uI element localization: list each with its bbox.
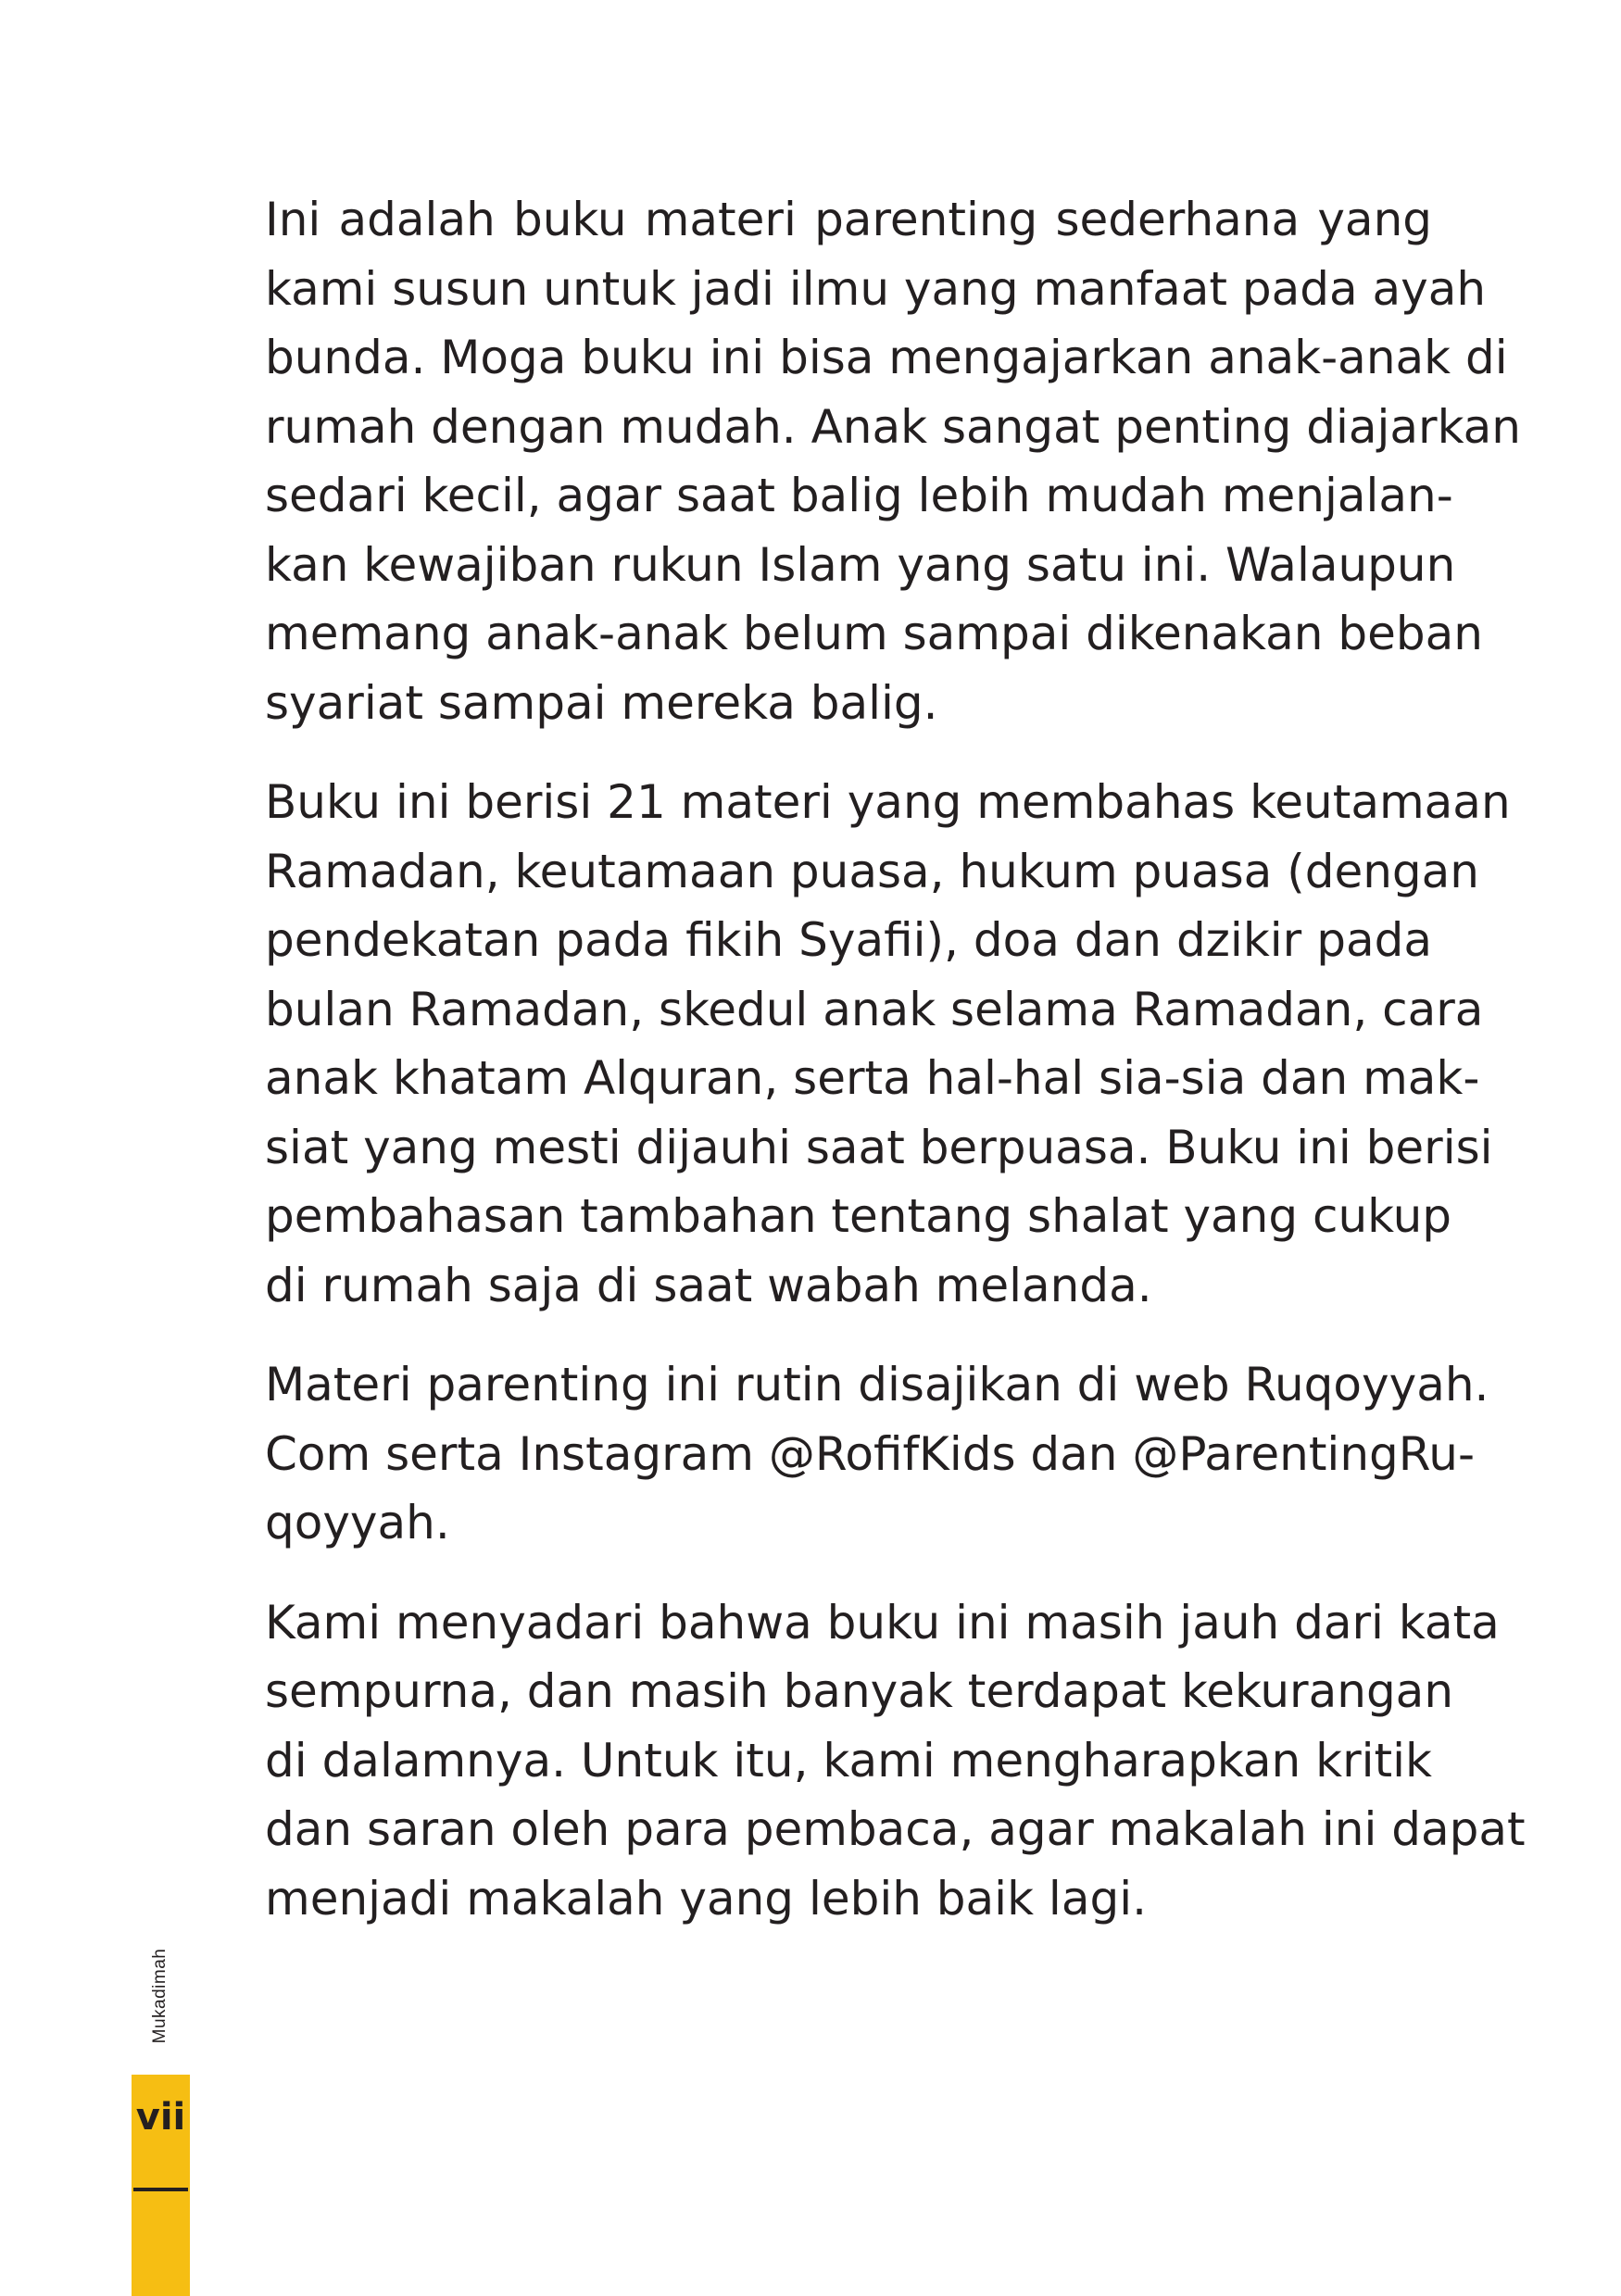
text-line: Ramadan, keutamaan puasa, hukum puasa (dengan	[265, 844, 1479, 898]
text-line: sempurna, dan masih banyak terdapat kekurangan	[265, 1664, 1454, 1718]
text-line: dan saran oleh para pembaca, agar makalah ini dapat	[265, 1802, 1526, 1856]
paragraph-1	[265, 185, 1521, 737]
body-text	[265, 185, 1526, 1964]
text-line: anak khatam Alquran, serta hal-hal sia-sia dan mak-	[265, 1051, 1480, 1105]
text-line: sedari kecil, agar saat balig lebih mudah menjalan-	[265, 469, 1453, 522]
text-line: syariat sampai mereka balig.	[265, 675, 938, 730]
text-line: Materi parenting ini rutin disajikan di web Ruqoyyah.	[265, 1358, 1489, 1411]
text-line: di dalamnya. Untuk itu, kami mengharapkan kritik	[265, 1733, 1432, 1788]
text-line: bulan Ramadan, skedul anak selama Ramadan, cara	[265, 982, 1484, 1036]
text-line: Ini adalah buku materi parenting sederhana yang	[265, 193, 1432, 246]
text-line: Com serta Instagram @RofifKids dan @ParentingRu-	[265, 1426, 1475, 1481]
section-label-text: Mukadimah	[150, 1948, 170, 2043]
text-line: kan kewajiban rukun Islam yang satu ini. Walaupun	[265, 537, 1456, 592]
page-number: vii	[135, 2096, 186, 2139]
text-line: Kami menyadari bahwa buku ini masih jauh dari kata	[265, 1595, 1500, 1650]
text-line: pembahasan tambahan tentang shalat yang cukup	[265, 1189, 1452, 1243]
page-number-underline	[133, 2188, 188, 2191]
text-line: menjadi makalah yang lebih baik lagi.	[265, 1871, 1147, 1926]
text-line: di rumah saja di saat wabah melanda.	[265, 1258, 1152, 1312]
text-line: kami susun untuk jadi ilmu yang manfaat pada ayah	[265, 261, 1487, 316]
text-line: qoyyah.	[265, 1496, 450, 1549]
text-line: Buku ini berisi 21 materi yang membahas keutamaan	[265, 775, 1511, 829]
text-line: memang anak-anak belum sampai dikenakan beban	[265, 607, 1483, 660]
text-line: rumah dengan mudah. Anak sangat penting diajarkan	[265, 399, 1521, 454]
paragraph-4	[265, 1588, 1526, 1934]
section-label	[144, 1938, 177, 2053]
paragraph-3	[265, 1350, 1489, 1558]
text-line: bunda. Moga buku ini bisa mengajarkan anak-anak di	[265, 331, 1508, 384]
text-line: siat yang mesti dijauhi saat berpuasa. Buku ini berisi	[265, 1120, 1493, 1174]
text-line: pendekatan pada fikih Syafii), doa dan dzikir pada	[265, 913, 1432, 967]
paragraph-2	[265, 768, 1511, 1320]
page-tab	[132, 2075, 190, 2296]
